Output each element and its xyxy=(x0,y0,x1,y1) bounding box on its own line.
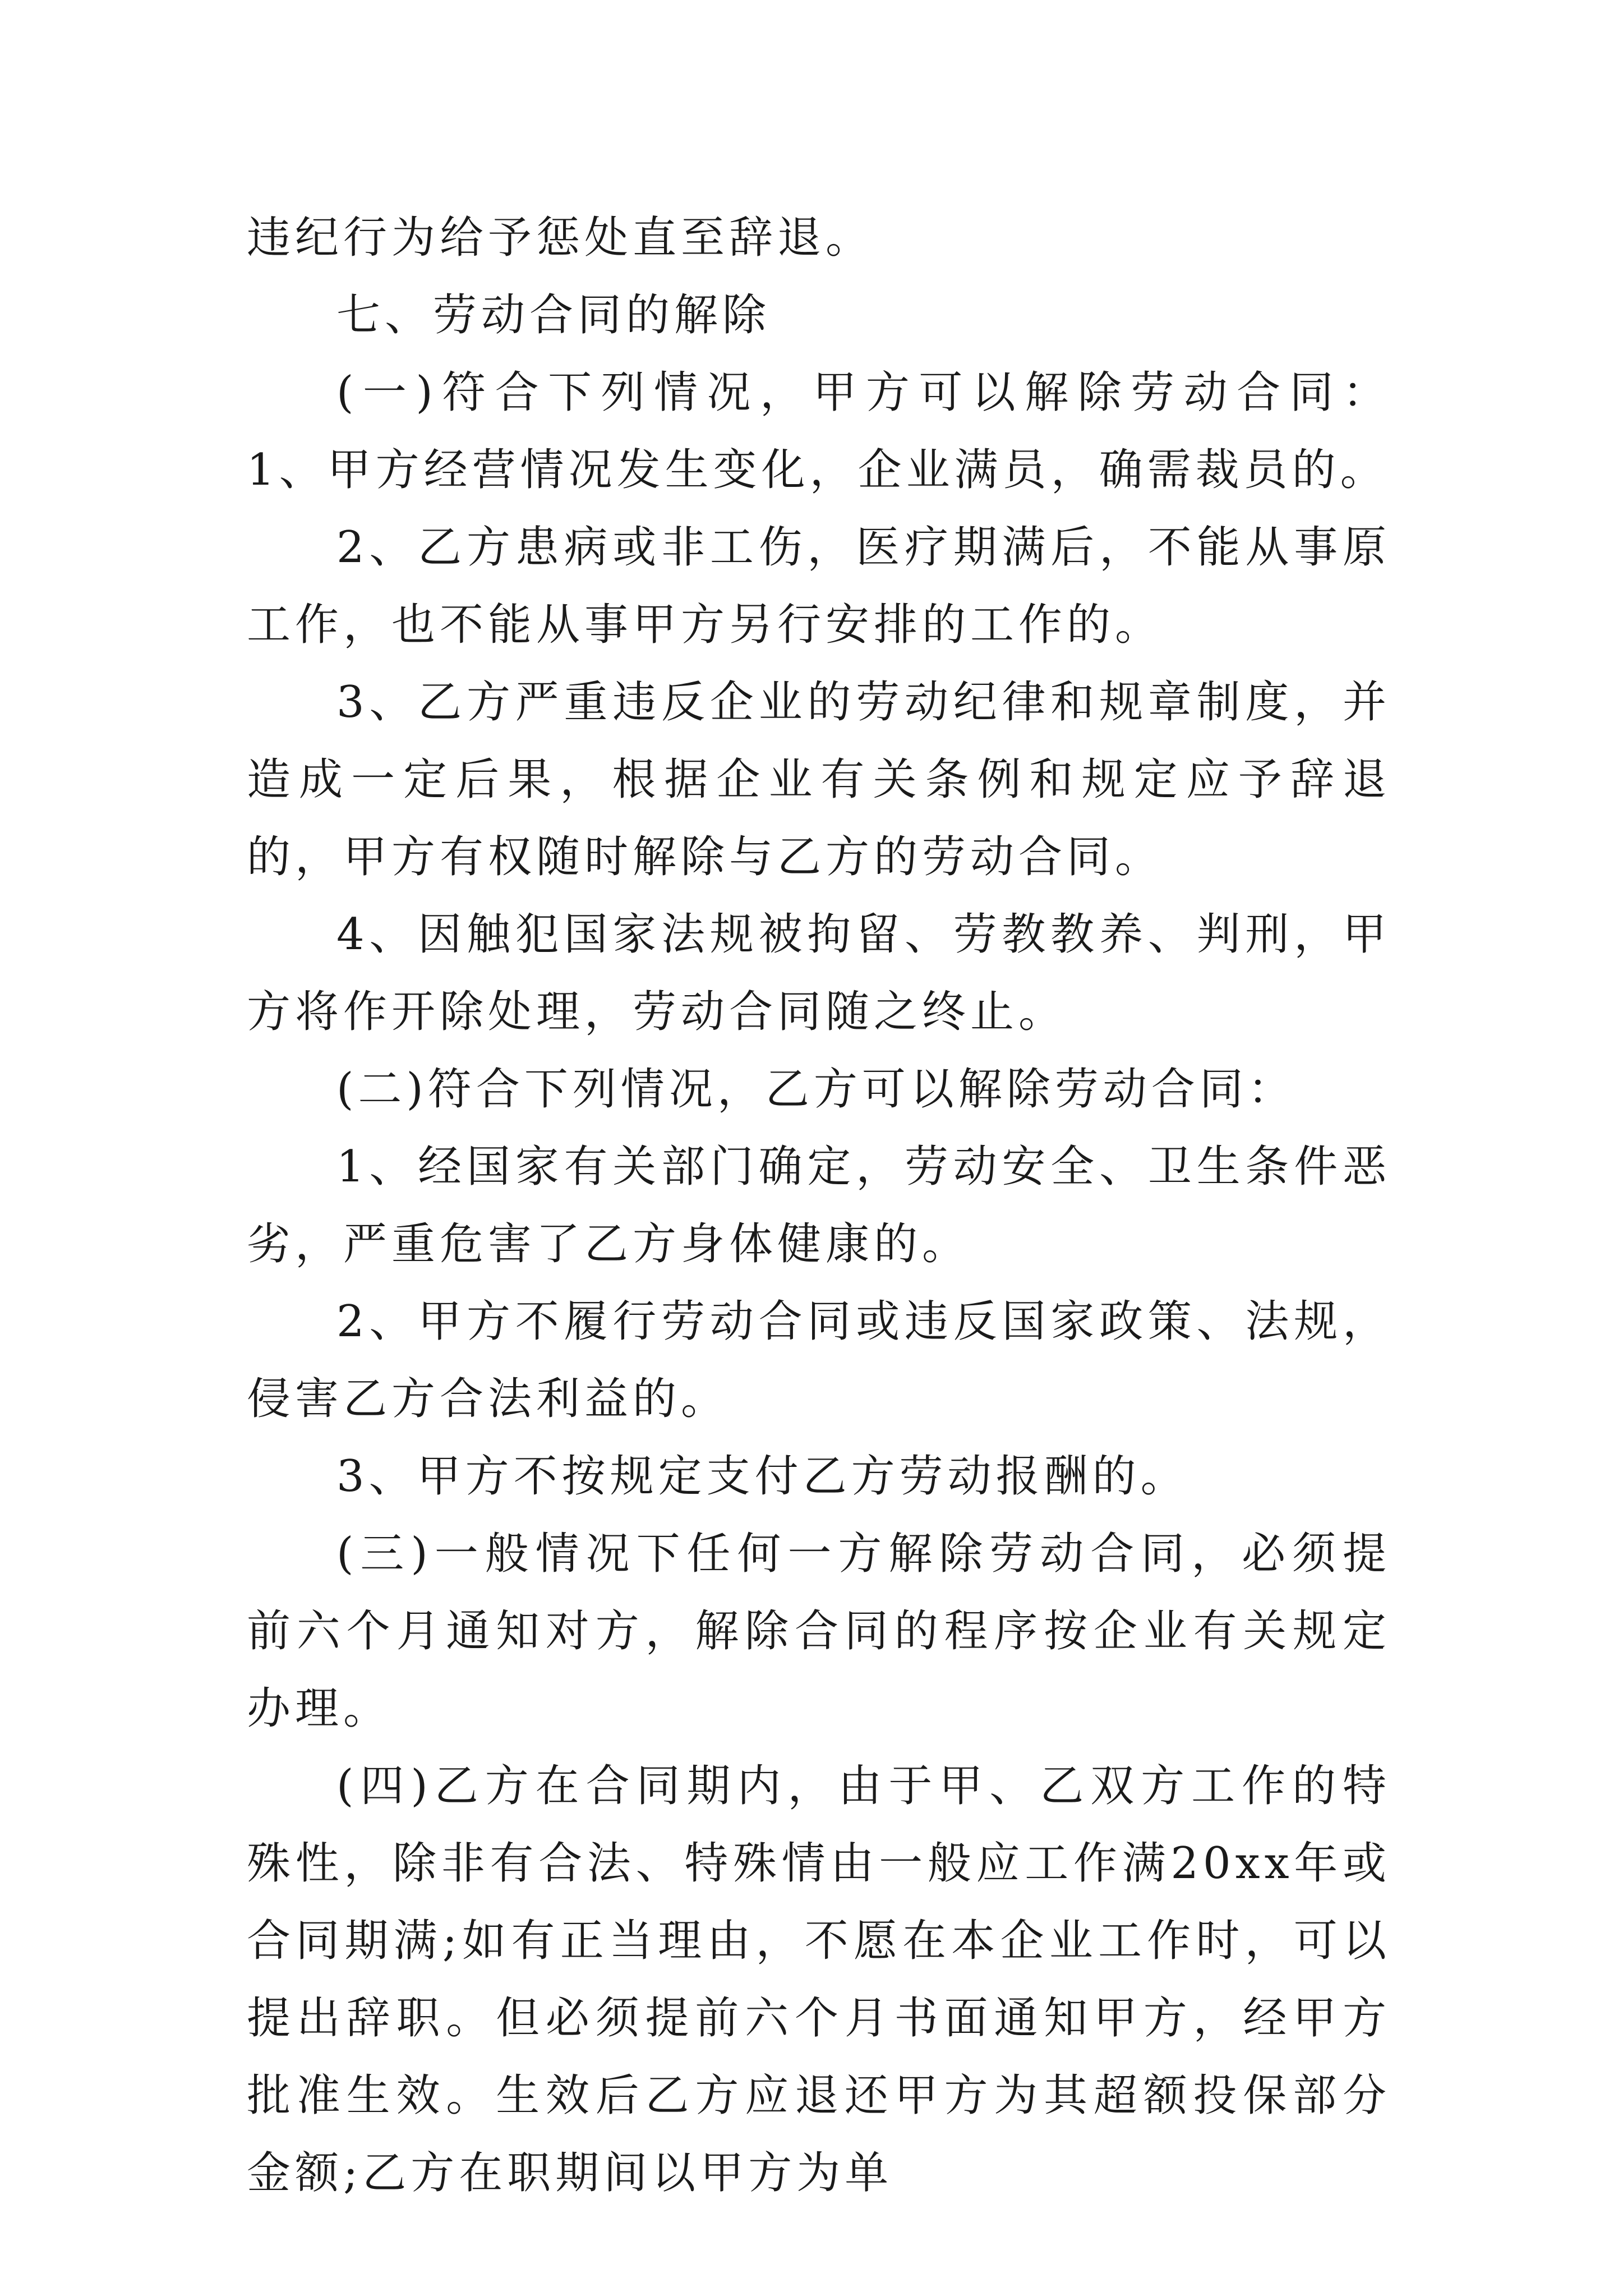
paragraph-item-2: 2、乙方患病或非工伤，医疗期满后，不能从事原工作，也不能从事甲方另行安排的工作的。 xyxy=(247,522,1391,650)
paragraph-party-b-termination: (二)符合下列情况，乙方可以解除劳动合同： xyxy=(336,1064,1296,1115)
paragraph-b-item-1: 1、经国家有关部门确定，劳动安全、卫生条件恶劣，严重危害了乙方身体健康的。 xyxy=(247,1142,1391,1269)
paragraph-item-4: 4、因触犯国家法规被拘留、劳教教养、判刑，甲方将作开除处理，劳动合同随之终止。 xyxy=(247,909,1391,1037)
paragraph-resignation: (四)乙方在合同期内，由于甲、乙双方工作的特殊性，除非有合法、特殊情由一般应工作满20xx年或合同期满;如有正当理由，不愿在本企业工作时，可以提出辞职。但必须提前六个月书面通知甲方，经甲方批准生效。生效后乙方应退还甲方为其超额投保部分金额;乙方在职期间以甲方为单 xyxy=(247,1761,1391,2198)
paragraph-b-item-2: 2、甲方不履行劳动合同或违反国家政策、法规，侵害乙方合法利益的。 xyxy=(247,1296,1391,1424)
section-heading-termination: 七、劳动合同的解除 xyxy=(336,290,771,341)
document-body xyxy=(247,199,1391,2212)
paragraph-general-termination: (三)一般情况下任何一方解除劳动合同，必须提前六个月通知对方，解除合同的程序按企业有关规定办理。 xyxy=(247,1529,1391,1734)
paragraph-item-3: 3、乙方严重违反企业的劳动纪律和规章制度，并造成一定后果，根据企业有关条例和规定应予辞退的，甲方有权随时解除与乙方的劳动合同。 xyxy=(247,677,1391,882)
paragraph-b-item-3: 3、甲方不按规定支付乙方劳动报酬的。 xyxy=(336,1451,1189,1502)
paragraph-1: 违纪行为给予惩处直至辞退。 xyxy=(247,213,874,263)
paragraph-party-a-termination: (一)符合下列情况，甲方可以解除劳动合同： 1、甲方经营情况发生变化，企业满员，确需裁员的。 xyxy=(247,367,1391,495)
